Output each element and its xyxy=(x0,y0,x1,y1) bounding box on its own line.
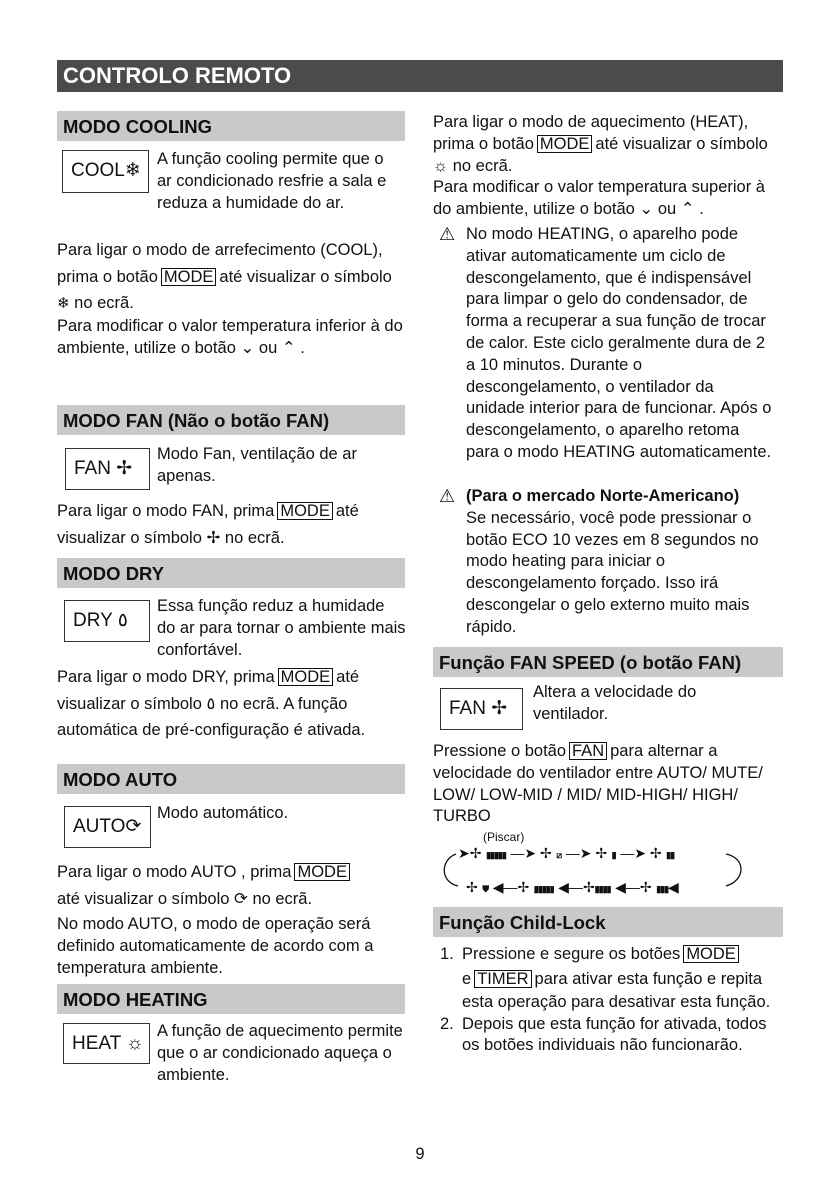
blink-label: (Piscar) xyxy=(483,830,525,844)
text: símbolo xyxy=(710,134,768,153)
sun-icon: ☼ xyxy=(433,156,449,175)
fan-icon: ✢ xyxy=(206,528,221,547)
fan-display-icon xyxy=(65,448,150,490)
text: até visualizar o xyxy=(595,134,706,153)
snowflake-icon: ❄ xyxy=(57,295,70,312)
section-header-fan: MODO FAN (Não o botão FAN) xyxy=(57,405,405,435)
speed-mid: ▮▮▮ xyxy=(656,884,669,894)
icon-label: COOL xyxy=(71,160,125,181)
speed-turbo: ⛊ xyxy=(482,884,489,894)
auto-note: No modo AUTO, o modo de operação será definido automaticamente de acordo com a temperatura ambiente. xyxy=(57,915,374,977)
section-header-auto: MODO AUTO xyxy=(57,764,405,794)
fan-icon: ✢ xyxy=(517,879,530,895)
auto-desc: Modo automático. xyxy=(157,804,289,822)
section-header-cooling: MODO COOLING xyxy=(57,111,405,141)
speed-low-mid: ▮▮ xyxy=(666,850,675,860)
item-number: 2. xyxy=(440,1014,454,1033)
fan-speed-instructions xyxy=(433,741,783,828)
item-number: 1. xyxy=(440,945,454,963)
section-header-fan-speed: Função FAN SPEED (o botão FAN) xyxy=(433,647,783,677)
fan-icon: ✢ xyxy=(649,845,662,861)
fan-icon: ✢ xyxy=(491,698,508,719)
list-item xyxy=(440,944,785,1014)
section-header-heating: MODO HEATING xyxy=(57,984,405,1014)
text: até xyxy=(336,668,360,686)
text: visualizar o símbolo xyxy=(57,694,202,713)
heating-instructions: Para ligar o modo de aquecimento (HEAT), prima o botão MODE até visualizar o símbolo ☼ no ecrã. Para modificar o valor temperatura superior à do ambiente, utilize o botão ⌄ ou ⌃ . xyxy=(433,113,768,219)
speed-low: ▮ xyxy=(611,850,616,860)
auto-icon: ⟳ xyxy=(125,816,142,837)
text: Para ligar o modo DRY, prima xyxy=(57,668,275,686)
heating-desc: A função de aquecimento permite que o ar condicionado aqueça o ambiente. xyxy=(157,1022,403,1084)
warning-title: (Para o mercado Norte-Americano) xyxy=(466,487,740,505)
text: Para ligar o modo de aquecimento (HEAT), prima o botão xyxy=(433,113,749,153)
text: Para modificar o valor temperatura inferior à do ambiente, utilize o botão xyxy=(57,317,403,357)
fan-icon: ✢ xyxy=(639,879,652,895)
fan-icon: ✢ xyxy=(469,845,482,861)
fan-desc: Modo Fan, ventilação de ar apenas. xyxy=(157,445,357,485)
text: símbolo xyxy=(334,267,392,286)
auto-icon: ⟳ xyxy=(234,889,248,908)
auto-display-icon xyxy=(64,806,151,848)
fan-icon: ✢ xyxy=(116,458,133,479)
list-item xyxy=(440,1014,785,1058)
arrow-right-icon: —➤ xyxy=(510,845,541,861)
dry-display-icon xyxy=(64,600,150,642)
page-number: 9 xyxy=(415,1145,425,1163)
fan-icon: ✢ xyxy=(595,845,608,861)
cool-display-icon xyxy=(62,150,149,193)
arrow-right-icon: ➤ xyxy=(458,845,470,861)
fan-instructions xyxy=(57,498,407,551)
timer-key: TIMER xyxy=(474,970,531,988)
warning-icon: ⚠ xyxy=(439,224,456,244)
cooling-desc: A função cooling permite que o ar condicionado resfrie a sala e reduza a humidade do ar. xyxy=(157,150,387,212)
speed-mid-high: ▮▮▮▮ xyxy=(594,884,611,894)
text: para ativar esta função e repita esta operação para desativar esta função. xyxy=(462,969,771,1011)
heating-warning xyxy=(439,224,776,464)
cooling-temp: Para modificar o valor temperatura inferior à do ambiente, utilize o botão ⌄ ou ⌃ . xyxy=(57,317,403,357)
text: no ecrã. A função automática de pré-configuração é ativada. xyxy=(57,694,366,739)
text: até xyxy=(335,502,359,520)
icon-label: AUTO xyxy=(73,816,126,837)
section-header-child-lock: Função Child-Lock xyxy=(433,907,783,937)
text: Se necessário, você pode pressionar o botão ECO 10 vezes em 8 segundos no modo heating para iniciar o descongelamento forçado. Isso irá descongelar o gelo externo muito mais rápido. xyxy=(466,508,759,636)
text: no ecrã. xyxy=(452,156,513,175)
arrow-left-icon: ◀— xyxy=(558,879,583,895)
arrow-left-icon: ◀ xyxy=(668,879,679,895)
text: até visualizar o xyxy=(219,267,330,286)
arrow-right-icon: —➤ xyxy=(620,845,650,861)
auto-instructions xyxy=(57,859,407,912)
drops-icon: ٥ xyxy=(117,610,128,631)
text: Pressione o botão xyxy=(433,742,567,760)
dry-desc: Essa função reduz a humidade do ar para tornar o ambiente mais confortável. xyxy=(157,597,406,659)
fan-speed-desc: Altera a velocidade do ventilador. xyxy=(533,683,697,723)
speed-mute: ⧄ xyxy=(556,850,562,860)
fan-icon: ✢ xyxy=(466,879,478,895)
text: ou xyxy=(258,338,278,357)
warning-icon: ⚠ xyxy=(439,486,456,506)
text: Para ligar o modo AUTO , prima xyxy=(57,863,292,881)
icon-label: FAN xyxy=(449,698,486,719)
text: Para modificar o valor temperatura superior à do ambiente, utilize o botão xyxy=(433,178,765,219)
text: para alternar a velocidade do ventilador entre AUTO/ MUTE/ LOW/ LOW-MID / MID/ MID-HIGH/ HIGH/ TURBO xyxy=(433,742,763,826)
down-icon: ⌄ xyxy=(240,338,255,357)
arrow-left-icon: ◀— xyxy=(492,879,518,895)
section-header-dry: MODO DRY xyxy=(57,558,405,588)
heat-display-icon xyxy=(63,1023,150,1064)
mode-key: MODE xyxy=(537,135,593,153)
dry-instructions xyxy=(57,664,407,744)
mode-key: MODE xyxy=(161,268,217,286)
text: Depois que esta função for ativada, todos os botões individuais não funcionarão. xyxy=(462,1014,767,1055)
speed-auto: ▮▮▮▮▮ xyxy=(486,850,506,860)
text: Pressione e segure os botões xyxy=(462,945,681,963)
arrow-left-icon: ◀— xyxy=(615,879,640,895)
fan-speed-display-icon xyxy=(440,688,523,730)
mode-key: MODE xyxy=(278,668,334,686)
page-title: CONTROLO REMOTO xyxy=(57,60,783,92)
text: ou xyxy=(657,200,677,219)
sun-icon: ☼ xyxy=(126,1033,144,1054)
icon-label: HEAT xyxy=(72,1033,121,1054)
icon-label: FAN xyxy=(74,458,111,479)
fan-icon: ✢ xyxy=(582,879,595,895)
arrow-right-icon: —➤ xyxy=(565,845,596,861)
up-icon: ⌃ xyxy=(680,200,695,219)
fan-speed-cycle-top xyxy=(458,844,674,863)
text: No modo HEATING, o aparelho pode ativar automaticamente um ciclo de descongelamento, que é indispensável para limpar o gelo do condensador, de forma a recuperar a sua função de trocar de calor. Este ciclo geralmente dura de 2 a 10 minutos. Durante o descongelamento, o ventilador da unidade interior para de funcionar. Após o descongelamento, o aparelho retoma para o modo HEATING automaticamente. xyxy=(466,225,772,461)
icon-label: DRY xyxy=(73,610,113,631)
text: no ecrã. xyxy=(224,528,285,547)
fan-icon: ✢ xyxy=(540,845,552,861)
text: e xyxy=(462,969,472,988)
text: Para ligar o modo de arrefecimento (COOL), prima o botão xyxy=(57,241,383,286)
up-icon: ⌃ xyxy=(281,338,296,357)
fan-key: FAN xyxy=(569,742,607,760)
cooling-instructions xyxy=(57,237,407,318)
north-america-warning xyxy=(439,486,776,639)
fan-speed-cycle-bottom xyxy=(466,878,679,897)
text: visualizar o símbolo xyxy=(57,528,202,547)
text: Para ligar o modo FAN, prima xyxy=(57,502,275,520)
snowflake-icon: ❄ xyxy=(124,160,141,181)
mode-key: MODE xyxy=(277,502,333,520)
mode-key: MODE xyxy=(683,945,739,963)
speed-high: ▮▮▮▮▮ xyxy=(533,884,554,894)
text: até visualizar o símbolo xyxy=(57,889,230,908)
mode-key: MODE xyxy=(294,863,350,881)
down-icon: ⌄ xyxy=(639,200,654,219)
drops-icon: ٥ xyxy=(206,694,216,713)
child-lock-list xyxy=(440,944,785,1057)
text: no ecrã. xyxy=(252,889,313,908)
text: no ecrã. xyxy=(74,294,134,312)
